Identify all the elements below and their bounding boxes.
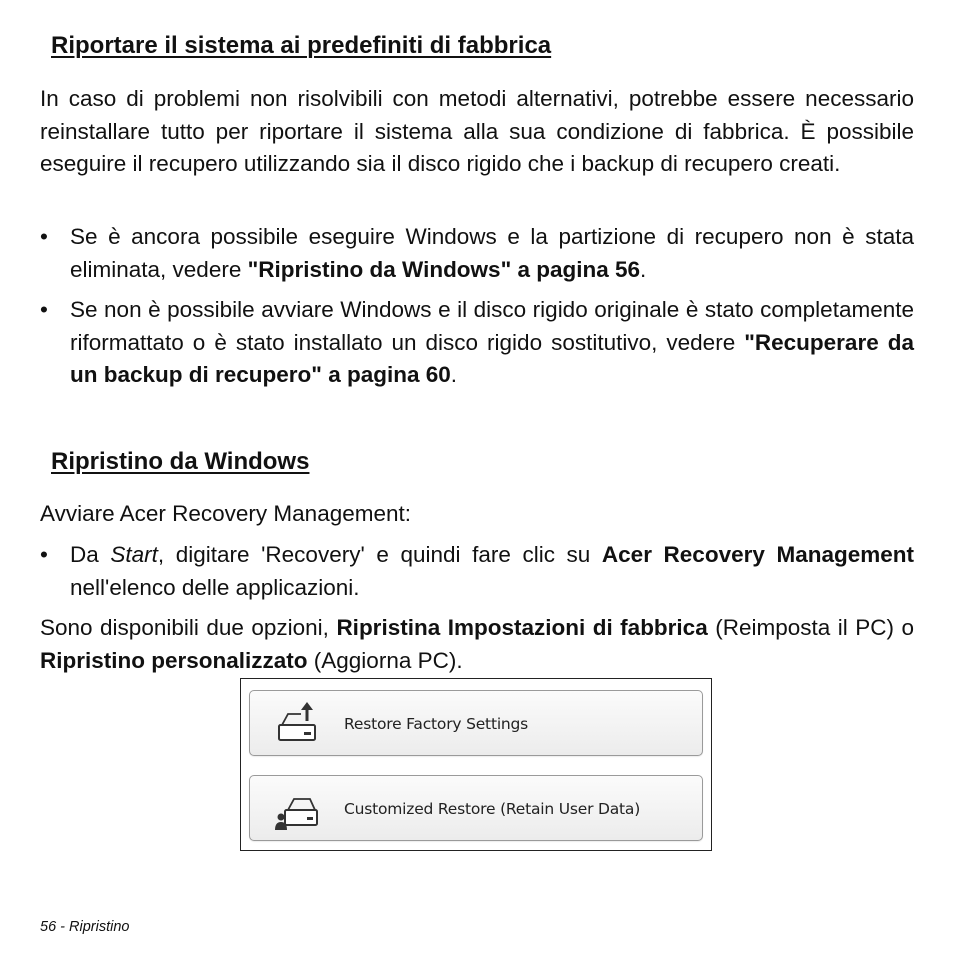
cross-reference-link[interactable]: "Recuperare da un backup di recupero" a pagina 60	[70, 329, 914, 387]
option-name-custom: Ripristino personalizzato	[40, 647, 308, 673]
list-item: • Se non è possibile avviare Windows e il disco rigido originale è stato completamente riformattato o è stato installato un disco rigido sostitutivo, vedere "Recuperare da un backup di recupero" a pagina 60.	[40, 294, 914, 392]
instruction-paragraph: Avviare Acer Recovery Management:	[40, 501, 412, 526]
page-footer: 56 - Ripristino	[40, 919, 130, 935]
bullet-text: Se non è possibile avviare Windows e il disco rigido originale è stato completamente riformattato o è stato installato un disco rigido sostitutivo, vedere	[70, 297, 914, 355]
bullet-icon: •	[40, 542, 48, 567]
recovery-options-screenshot	[240, 678, 712, 851]
list-item: • Da Start, digitare 'Recovery' e quindi fare clic su Acer Recovery Management nell'elenco delle applicazioni.	[40, 539, 914, 604]
option-name-reset: Ripristina Impostazioni di fabbrica	[336, 615, 708, 640]
start-term: Start	[110, 542, 158, 567]
section-title-windows-restore: Ripristino da Windows	[51, 448, 310, 475]
cross-reference-link[interactable]: "Ripristino da Windows" a pagina 56	[247, 256, 641, 282]
bullet-icon: •	[40, 224, 48, 249]
bullet-text: Se è ancora possibile eseguire Windows e la partizione di recupero non è stata eliminata, vedere	[70, 224, 914, 282]
drive-user-icon	[274, 786, 320, 830]
intro-paragraph: In caso di problemi non risolvibili con metodi alternativi, potrebbe essere necessario reinstallare tutto per riportare il sistema alla sua condizione di fabbrica. È possibile eseguire il recupero utilizzando sia il disco rigido che i backup di recupero creati.	[40, 86, 914, 176]
bullet-icon: •	[40, 297, 48, 322]
list-item: • Se è ancora possibile eseguire Windows e la partizione di recupero non è stata eliminata, vedere "Ripristino da Windows" a pagina 56.	[40, 221, 914, 286]
options-paragraph: Sono disponibili due opzioni, Ripristina Impostazioni di fabbrica (Reimposta il PC) o Ripristino personalizzato (Aggiorna PC).	[40, 615, 914, 673]
app-name: Acer Recovery Management	[601, 542, 914, 567]
customized-restore-button[interactable]	[249, 775, 703, 841]
option-label: Customized Restore (Retain User Data)	[344, 800, 641, 818]
restore-factory-settings-button[interactable]	[249, 690, 703, 756]
option-label: Restore Factory Settings	[344, 715, 529, 733]
drive-upload-icon	[274, 701, 320, 745]
section-title-factory-reset: Riportare il sistema ai predefiniti di fabbrica	[51, 32, 552, 59]
